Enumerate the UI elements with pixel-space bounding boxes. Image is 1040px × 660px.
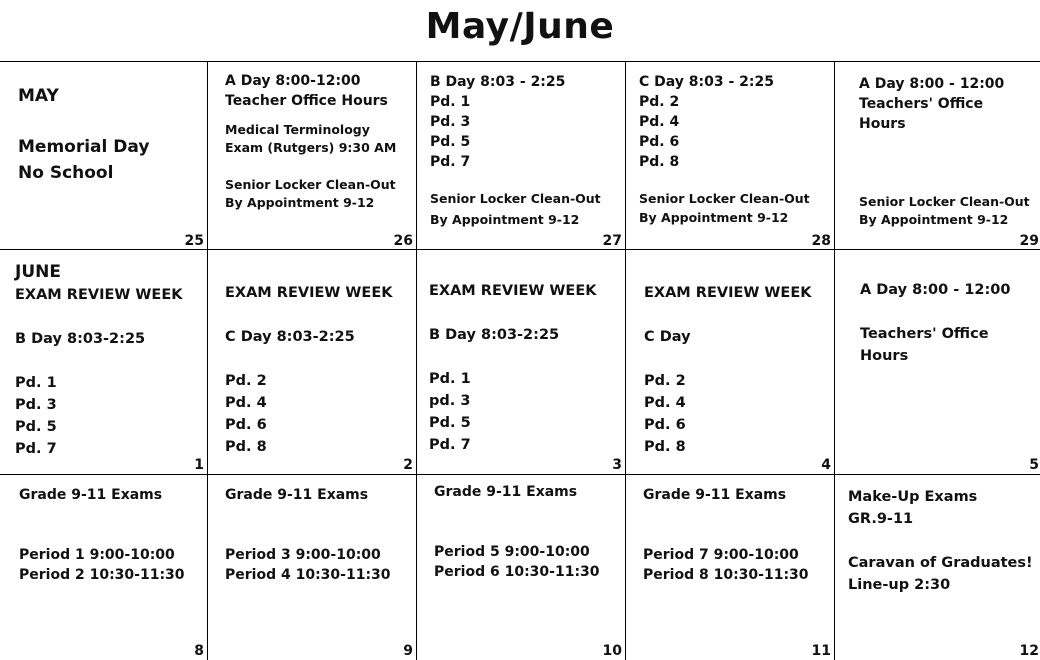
- event-line: Pd. 8: [644, 439, 686, 455]
- event-line: Pd. 7: [430, 154, 471, 170]
- event-line: B Day 8:03-2:25: [15, 331, 146, 347]
- event-line: Period 1 9:00-10:00: [19, 547, 175, 563]
- event-line: EXAM REVIEW WEEK: [644, 285, 812, 301]
- event-line: Grade 9-11 Exams: [643, 487, 787, 503]
- event-line: By Appointment 9-12: [430, 212, 580, 227]
- event-line: Period 5 9:00-10:00: [434, 544, 590, 560]
- event-line: Hours: [860, 348, 909, 364]
- event-line: Teachers' Office: [859, 96, 984, 112]
- day-number: 29: [1019, 233, 1039, 249]
- event-line: Pd. 5: [15, 419, 57, 435]
- event-line: Pd. 5: [430, 134, 471, 150]
- event-line: Period 8 10:30-11:30: [643, 567, 809, 583]
- event-line: C Day 8:03 - 2:25: [639, 74, 774, 90]
- calendar-cell-may-26: [208, 61, 416, 249]
- event-line: A Day 8:00 - 12:00: [859, 76, 1005, 92]
- event-line: Pd. 4: [639, 114, 680, 130]
- event-line: pd. 3: [429, 393, 471, 409]
- calendar-cell-june-4: [626, 250, 834, 474]
- event-line: Exam (Rutgers) 9:30 AM: [225, 140, 397, 155]
- event-line: Pd. 7: [15, 441, 57, 457]
- calendar-cell-june-5: [835, 250, 1040, 474]
- event-line: C Day 8:03-2:25: [225, 329, 355, 345]
- event-line: EXAM REVIEW WEEK: [15, 287, 183, 303]
- day-number: 10: [602, 643, 622, 659]
- event-line: Period 4 10:30-11:30: [225, 567, 391, 583]
- day-number: 5: [1029, 457, 1039, 473]
- event-line: Senior Locker Clean-Out: [225, 177, 396, 192]
- event-line: Pd. 8: [639, 154, 680, 170]
- calendar-cell-june-1: [0, 250, 207, 474]
- calendar-cell-june-10: [417, 475, 625, 660]
- event-line: Period 2 10:30-11:30: [19, 567, 185, 583]
- day-number: 25: [184, 233, 204, 249]
- event-line: B Day 8:03 - 2:25: [430, 74, 566, 90]
- event-line: Pd. 2: [644, 373, 686, 389]
- event-line: Pd. 4: [225, 395, 267, 411]
- event-line: Pd. 2: [225, 373, 267, 389]
- event-line: Pd. 5: [429, 415, 471, 431]
- day-number: 27: [602, 233, 622, 249]
- event-line: Memorial Day: [18, 137, 150, 157]
- day-number: 8: [194, 643, 204, 659]
- event-line: Senior Locker Clean-Out: [859, 194, 1030, 209]
- event-line: EXAM REVIEW WEEK: [225, 285, 393, 301]
- calendar-cell-june-3: [417, 250, 625, 474]
- event-line: Pd. 6: [639, 134, 680, 150]
- event-line: GR.9-11: [848, 511, 914, 527]
- event-line: Caravan of Graduates!: [848, 555, 1033, 571]
- day-number: 28: [811, 233, 831, 249]
- event-line: By Appointment 9-12: [639, 210, 789, 225]
- event-line: No School: [18, 163, 114, 183]
- calendar-cell-june-11: [626, 475, 834, 660]
- day-number: 2: [403, 457, 413, 473]
- event-line: Pd. 6: [644, 417, 686, 433]
- event-line: Pd. 8: [225, 439, 267, 455]
- calendar-cell-june-2: [208, 250, 416, 474]
- calendar-cell-june-12: [835, 475, 1040, 660]
- event-line: A Day 8:00-12:00: [225, 73, 361, 89]
- calendar-cell-june-8: [0, 475, 207, 660]
- event-line: Period 3 9:00-10:00: [225, 547, 381, 563]
- day-number: 4: [821, 457, 831, 473]
- day-number: 12: [1019, 643, 1039, 659]
- day-number: 1: [194, 457, 204, 473]
- day-number: 11: [811, 643, 831, 659]
- event-line: Grade 9-11 Exams: [434, 484, 578, 500]
- calendar-cell-may-25: [0, 61, 207, 249]
- event-line: Period 7 9:00-10:00: [643, 547, 799, 563]
- event-line: By Appointment 9-12: [859, 212, 1009, 227]
- event-line: Pd. 3: [430, 114, 471, 130]
- event-line: Hours: [859, 116, 906, 132]
- event-line: Teacher Office Hours: [225, 93, 388, 109]
- calendar-cell-june-9: [208, 475, 416, 660]
- day-number: 26: [393, 233, 413, 249]
- day-number: 9: [403, 643, 413, 659]
- event-line: Make-Up Exams: [848, 489, 978, 505]
- event-line: B Day 8:03-2:25: [429, 327, 560, 343]
- calendar-cell-may-28: [626, 61, 834, 249]
- event-line: Senior Locker Clean-Out: [430, 191, 601, 206]
- event-line: EXAM REVIEW WEEK: [429, 283, 597, 299]
- event-line: Pd. 3: [15, 397, 57, 413]
- event-line: Pd. 2: [639, 94, 680, 110]
- event-line: Senior Locker Clean-Out: [639, 191, 810, 206]
- calendar-cell-may-29: [835, 61, 1040, 249]
- event-line: Pd. 6: [225, 417, 267, 433]
- month-label: JUNE: [15, 262, 61, 282]
- event-line: Pd. 4: [644, 395, 686, 411]
- event-line: Grade 9-11 Exams: [225, 487, 369, 503]
- day-number: 3: [612, 457, 622, 473]
- event-line: A Day 8:00 - 12:00: [860, 282, 1011, 298]
- event-line: C Day: [644, 329, 691, 345]
- event-line: Line-up 2:30: [848, 577, 951, 593]
- event-line: Pd. 7: [429, 437, 471, 453]
- event-line: Period 6 10:30-11:30: [434, 564, 600, 580]
- event-line: Grade 9-11 Exams: [19, 487, 163, 503]
- month-label: MAY: [18, 86, 59, 106]
- page-title: May/June: [425, 6, 615, 47]
- event-line: By Appointment 9-12: [225, 195, 375, 210]
- event-line: Teachers' Office: [860, 326, 989, 342]
- event-line: Pd. 1: [429, 371, 471, 387]
- event-line: Pd. 1: [15, 375, 57, 391]
- event-line: Pd. 1: [430, 94, 471, 110]
- calendar-cell-may-27: [417, 61, 625, 249]
- event-line: Medical Terminology: [225, 122, 370, 137]
